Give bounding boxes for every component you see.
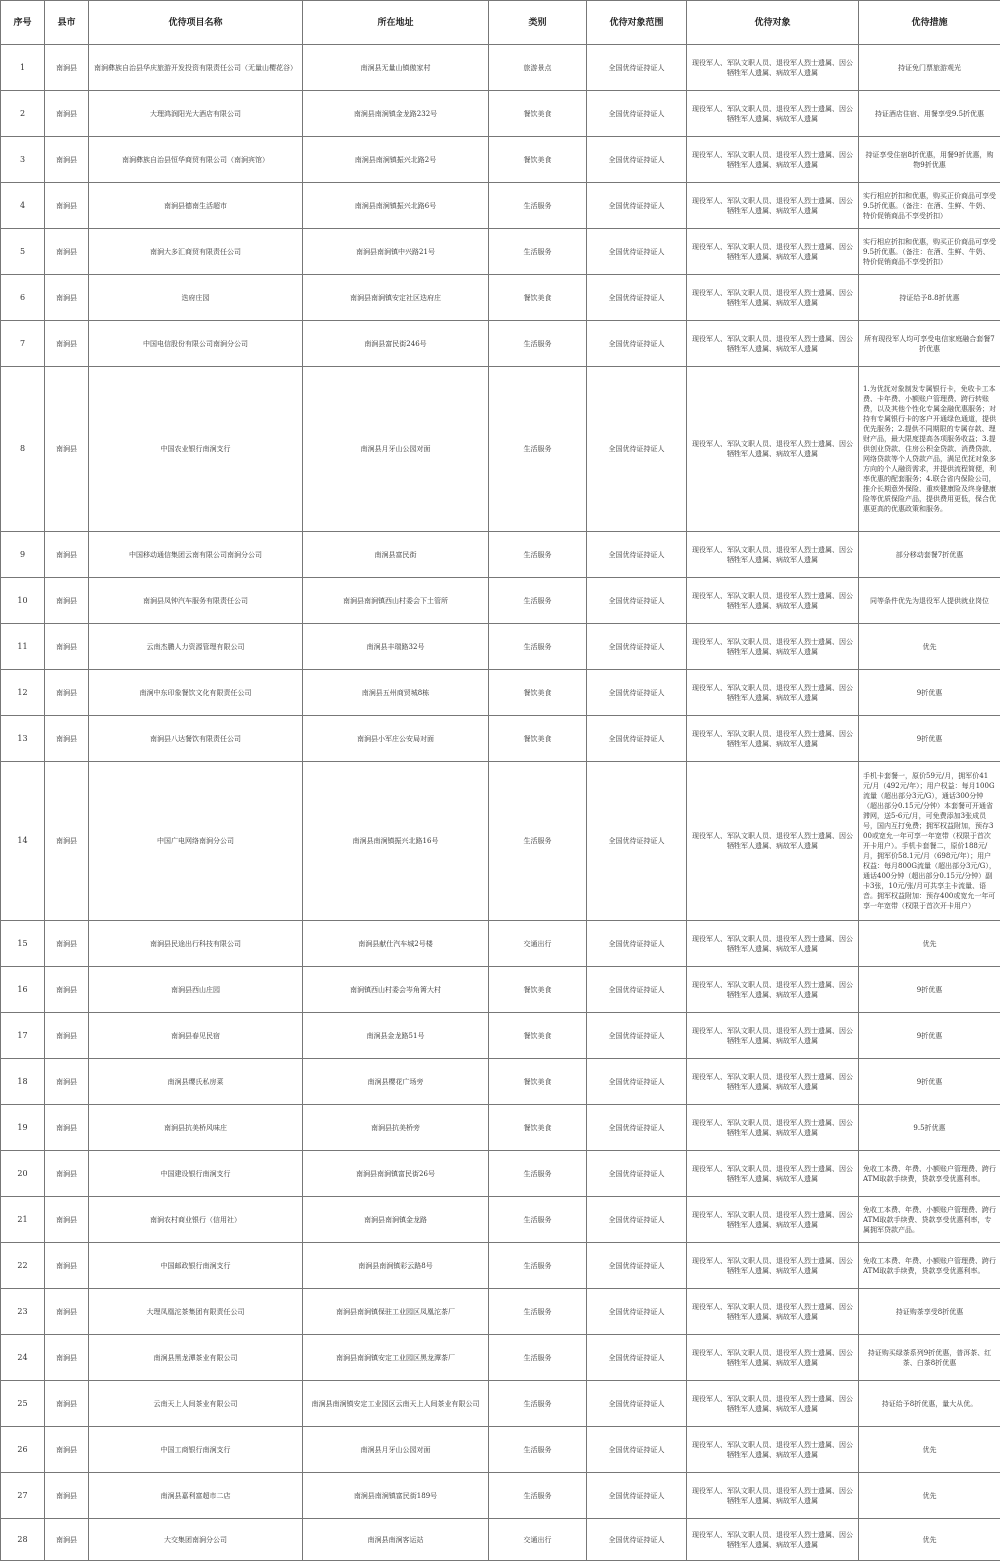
table-row [1, 183, 1000, 229]
row-measures: 9折优惠 [859, 716, 1000, 762]
row-targets: 现役军人、军队文职人员、退役军人烈士遗属、因公牺牲军人遗属、病故军人遗属 [687, 532, 859, 578]
row-address: 南涧县抗美桥旁 [303, 1105, 489, 1151]
row-measures: 优先 [859, 624, 1000, 670]
row-scope: 全国优待证持证人 [587, 532, 687, 578]
row-county: 南涧县 [45, 624, 89, 670]
table-row [1, 1013, 1000, 1059]
row-category: 餐饮美食 [489, 91, 587, 137]
row-measures: 优先 [859, 1427, 1000, 1473]
header-row [1, 1, 1000, 45]
row-scope: 全国优待证持证人 [587, 1381, 687, 1427]
row-county: 南涧县 [45, 1243, 89, 1289]
row-measures: 优先 [859, 921, 1000, 967]
row-number: 28 [1, 1519, 45, 1561]
row-category: 餐饮美食 [489, 137, 587, 183]
table-row [1, 921, 1000, 967]
row-address: 南涧县南涧镇彩云路8号 [303, 1243, 489, 1289]
row-county: 南涧县 [45, 1105, 89, 1151]
row-scope: 全国优待证持证人 [587, 762, 687, 921]
row-measures: 部分移动套餐7折优惠 [859, 532, 1000, 578]
row-category: 生活服务 [489, 183, 587, 229]
row-category: 生活服务 [489, 762, 587, 921]
row-county: 南涧县 [45, 716, 89, 762]
row-address: 南涧县南涧镇振兴北路2号 [303, 137, 489, 183]
row-name: 中国建设银行南涧支行 [89, 1151, 303, 1197]
row-scope: 全国优待证持证人 [587, 1519, 687, 1561]
row-targets: 现役军人、军队文职人员、退役军人烈士遗属、因公牺牲军人遗属、病故军人遗属 [687, 762, 859, 921]
table-row [1, 1519, 1000, 1561]
row-targets: 现役军人、军队文职人员、退役军人烈士遗属、因公牺牲军人遗属、病故军人遗属 [687, 578, 859, 624]
row-number: 1 [1, 45, 45, 91]
row-county: 南涧县 [45, 1013, 89, 1059]
row-address: 南涧县南涧镇保驻工业园区凤凰沱茶厂 [303, 1289, 489, 1335]
row-address: 南涧县无量山镇傲家村 [303, 45, 489, 91]
table-row [1, 367, 1000, 532]
row-measures: 实行相应折扣和优惠，购买正价商品可享受9.5折优惠。（备注：在酒、生鲜、牛奶、特价促销商品不享受折扣） [859, 183, 1000, 229]
table-row [1, 229, 1000, 275]
row-targets: 现役军人、军队文职人员、退役军人烈士遗属、因公牺牲军人遗属、病故军人遗属 [687, 1289, 859, 1335]
row-county: 南涧县 [45, 1427, 89, 1473]
row-county: 南涧县 [45, 1197, 89, 1243]
row-name: 南涧县民途出行科技有限公司 [89, 921, 303, 967]
row-measures: 9折优惠 [859, 1013, 1000, 1059]
header-scope: 优待对象范围 [587, 1, 687, 45]
row-scope: 全国优待证持证人 [587, 1243, 687, 1289]
row-name: 大理凤凰沱茶集团有限责任公司 [89, 1289, 303, 1335]
row-measures: 持证酒店住宿、用餐享受9.5折优惠 [859, 91, 1000, 137]
row-county: 南涧县 [45, 45, 89, 91]
row-name: 中国电信股份有限公司南涧分公司 [89, 321, 303, 367]
row-county: 南涧县 [45, 967, 89, 1013]
row-number: 26 [1, 1427, 45, 1473]
row-scope: 全国优待证持证人 [587, 921, 687, 967]
row-name: 云南杰鹏人力资源管理有限公司 [89, 624, 303, 670]
row-category: 餐饮美食 [489, 275, 587, 321]
table-header [1, 1, 1000, 45]
row-address: 南涧县南涧镇振兴北路16号 [303, 762, 489, 921]
row-scope: 全国优待证持证人 [587, 1473, 687, 1519]
row-number: 8 [1, 367, 45, 532]
row-category: 生活服务 [489, 532, 587, 578]
row-measures: 持证免门票旅游观光 [859, 45, 1000, 91]
row-county: 南涧县 [45, 578, 89, 624]
row-scope: 全国优待证持证人 [587, 670, 687, 716]
row-address: 南涧县南涧镇富民街26号 [303, 1151, 489, 1197]
table-body [1, 45, 1000, 1561]
row-name: 南涧农村商业银行（信用社） [89, 1197, 303, 1243]
table-row [1, 1473, 1000, 1519]
row-scope: 全国优待证持证人 [587, 1197, 687, 1243]
row-measures: 同等条件优先为退役军人提供就业岗位 [859, 578, 1000, 624]
header-measures: 优待措施 [859, 1, 1000, 45]
row-scope: 全国优待证持证人 [587, 1289, 687, 1335]
row-county: 南涧县 [45, 275, 89, 321]
row-name: 南涧县八达餐饮有限责任公司 [89, 716, 303, 762]
row-name: 中国广电网络南涧分公司 [89, 762, 303, 921]
table-row [1, 275, 1000, 321]
row-county: 南涧县 [45, 183, 89, 229]
row-category: 餐饮美食 [489, 670, 587, 716]
row-category: 生活服务 [489, 1473, 587, 1519]
row-category: 交通出行 [489, 1519, 587, 1561]
row-measures: 持证购买绿茶系列9折优惠，普洱茶、红茶、白茶8折优惠 [859, 1335, 1000, 1381]
row-name: 南涧县抗美桥风味庄 [89, 1105, 303, 1151]
table-row [1, 1289, 1000, 1335]
row-measures: 持证给予8.8折优惠 [859, 275, 1000, 321]
row-address: 南涧县五州商贸城8栋 [303, 670, 489, 716]
row-name: 南涧县西山庄园 [89, 967, 303, 1013]
row-number: 19 [1, 1105, 45, 1151]
header-county: 县市 [45, 1, 89, 45]
row-number: 3 [1, 137, 45, 183]
row-category: 生活服务 [489, 367, 587, 532]
row-category: 生活服务 [489, 229, 587, 275]
row-targets: 现役军人、军队文职人员、退役军人烈士遗属、因公牺牲军人遗属、病故军人遗属 [687, 321, 859, 367]
row-scope: 全国优待证持证人 [587, 967, 687, 1013]
row-county: 南涧县 [45, 762, 89, 921]
row-name: 南涧彝族自治县华庆旅游开发投资有限责任公司（无量山樱花谷） [89, 45, 303, 91]
row-address: 南涧县南涧镇金龙路 [303, 1197, 489, 1243]
row-number: 10 [1, 578, 45, 624]
row-county: 南涧县 [45, 137, 89, 183]
row-number: 11 [1, 624, 45, 670]
row-address: 南涧县南涧客运站 [303, 1519, 489, 1561]
row-category: 生活服务 [489, 578, 587, 624]
row-scope: 全国优待证持证人 [587, 91, 687, 137]
row-number: 6 [1, 275, 45, 321]
row-targets: 现役军人、军队文职人员、退役军人烈士遗属、因公牺牲军人遗属、病故军人遗属 [687, 921, 859, 967]
row-number: 16 [1, 967, 45, 1013]
row-scope: 全国优待证持证人 [587, 275, 687, 321]
row-targets: 现役军人、军队文职人员、退役军人烈士遗属、因公牺牲军人遗属、病故军人遗属 [687, 229, 859, 275]
row-county: 南涧县 [45, 91, 89, 137]
row-measures: 手机卡套餐一，原价59元/月，拥军价41元/月（492元/年）；用户权益：每月100G流量（超出部分3元/G），通话300分钟（超出部分0.15元/分钟）本套餐可开通省滞网，送5-6元/月，可免费添加3张成员号，国内互打免费；拥军权益附加，预存300或宽允一年可享一年宽带（权限于首次开卡用户）。手机卡套餐二，原价188元/月，拥军价58.1元/月（698元/年）；用户权益：每月800G流量（超出部分3元/G），通话400分钟（超出部分0.15元/分钟）副卡3张，10元/张/月可共享主卡流量、语音。拥军权益附加：预存400或宽允一年可享一年宽带（权限于首次开卡用户） [859, 762, 1000, 921]
row-name: 南涧彝族自治县恒华商贸有限公司（南涧宾馆） [89, 137, 303, 183]
row-category: 旅游景点 [489, 45, 587, 91]
header-name: 优待项目名称 [89, 1, 303, 45]
row-category: 生活服务 [489, 1243, 587, 1289]
row-name: 南涧县德南生活超市 [89, 183, 303, 229]
row-name: 中国工商银行南涧支行 [89, 1427, 303, 1473]
row-number: 21 [1, 1197, 45, 1243]
row-category: 餐饮美食 [489, 967, 587, 1013]
row-number: 23 [1, 1289, 45, 1335]
row-name: 南涧县春见民宿 [89, 1013, 303, 1059]
row-address: 南涧县南涧镇中兴路21号 [303, 229, 489, 275]
row-county: 南涧县 [45, 670, 89, 716]
row-number: 12 [1, 670, 45, 716]
table-row [1, 1197, 1000, 1243]
row-measures: 优先 [859, 1519, 1000, 1561]
row-number: 5 [1, 229, 45, 275]
table-row [1, 762, 1000, 921]
row-scope: 全国优待证持证人 [587, 1335, 687, 1381]
row-address: 南涧县南涧镇安定工业园区黑龙潭茶厂 [303, 1335, 489, 1381]
row-number: 24 [1, 1335, 45, 1381]
row-address: 南涧县南涧镇安定社区迭府庄 [303, 275, 489, 321]
row-scope: 全国优待证持证人 [587, 367, 687, 532]
row-targets: 现役军人、军队文职人员、退役军人烈士遗属、因公牺牲军人遗属、病故军人遗属 [687, 1059, 859, 1105]
row-targets: 现役军人、军队文职人员、退役军人烈士遗属、因公牺牲军人遗属、病故军人遗属 [687, 967, 859, 1013]
row-county: 南涧县 [45, 229, 89, 275]
row-measures: 实行相应折扣和优惠，购买正价商品可享受9.5折优惠。（备注：在酒、生鲜、牛奶、特价促销商品不享受折扣） [859, 229, 1000, 275]
table-row [1, 1381, 1000, 1427]
row-scope: 全国优待证持证人 [587, 624, 687, 670]
row-targets: 现役军人、军队文职人员、退役军人烈士遗属、因公牺牲军人遗属、病故军人遗属 [687, 670, 859, 716]
row-address: 南涧县南涧镇振兴北路6号 [303, 183, 489, 229]
row-county: 南涧县 [45, 1059, 89, 1105]
row-number: 20 [1, 1151, 45, 1197]
row-county: 南涧县 [45, 532, 89, 578]
row-measures: 持证享受住宿8折优惠，用餐9折优惠，购物9折优惠 [859, 137, 1000, 183]
row-category: 生活服务 [489, 1335, 587, 1381]
row-targets: 现役军人、军队文职人员、退役军人烈士遗属、因公牺牲军人遗属、病故军人遗属 [687, 1197, 859, 1243]
row-address: 南涧县南涧镇金龙路232号 [303, 91, 489, 137]
row-name: 南涧县凤钟汽车服务有限责任公司 [89, 578, 303, 624]
row-targets: 现役军人、军队文职人员、退役军人烈士遗属、因公牺牲军人遗属、病故军人遗属 [687, 1335, 859, 1381]
header-targets: 优待对象 [687, 1, 859, 45]
row-scope: 全国优待证持证人 [587, 1059, 687, 1105]
table-row [1, 321, 1000, 367]
row-measures: 免收工本费、年费、小额账户管理费、跨行ATM取款手续费，贷款享受优惠利率。 [859, 1243, 1000, 1289]
row-county: 南涧县 [45, 1335, 89, 1381]
row-category: 生活服务 [489, 321, 587, 367]
row-measures: 9折优惠 [859, 967, 1000, 1013]
row-scope: 全国优待证持证人 [587, 229, 687, 275]
row-name: 大交集团南涧分公司 [89, 1519, 303, 1561]
row-name: 中国邮政银行南涧支行 [89, 1243, 303, 1289]
row-county: 南涧县 [45, 1151, 89, 1197]
row-name: 大理鸿润阳光大酒店有限公司 [89, 91, 303, 137]
table-row [1, 1105, 1000, 1151]
row-measures: 持证购茶享受8折优惠 [859, 1289, 1000, 1335]
row-scope: 全国优待证持证人 [587, 1013, 687, 1059]
row-number: 27 [1, 1473, 45, 1519]
row-number: 2 [1, 91, 45, 137]
row-measures: 9.5折优惠 [859, 1105, 1000, 1151]
row-scope: 全国优待证持证人 [587, 137, 687, 183]
row-name: 云南天上人间茶业有限公司 [89, 1381, 303, 1427]
row-category: 生活服务 [489, 1151, 587, 1197]
row-targets: 现役军人、军队文职人员、退役军人烈士遗属、因公牺牲军人遗属、病故军人遗属 [687, 137, 859, 183]
row-name: 南涧县黑龙潭茶业有限公司 [89, 1335, 303, 1381]
row-number: 13 [1, 716, 45, 762]
row-address: 南涧县月牙山公园对面 [303, 367, 489, 532]
row-scope: 全国优待证持证人 [587, 321, 687, 367]
row-address: 南涧县小军庄公安局对面 [303, 716, 489, 762]
row-number: 18 [1, 1059, 45, 1105]
row-measures: 9折优惠 [859, 1059, 1000, 1105]
row-name: 迭府庄园 [89, 275, 303, 321]
row-address: 南涧县樱花广场旁 [303, 1059, 489, 1105]
row-name: 南涧大多汇商贸有限责任公司 [89, 229, 303, 275]
row-address: 南涧县金龙路51号 [303, 1013, 489, 1059]
row-name: 中国农业银行南涧支行 [89, 367, 303, 532]
row-category: 生活服务 [489, 1289, 587, 1335]
row-address: 南涧县南涧镇富民街189号 [303, 1473, 489, 1519]
row-county: 南涧县 [45, 321, 89, 367]
row-number: 14 [1, 762, 45, 921]
row-number: 15 [1, 921, 45, 967]
row-address: 南涧县南涧镇安定工业园区云南天上人间茶业有限公司 [303, 1381, 489, 1427]
row-targets: 现役军人、军队文职人员、退役军人烈士遗属、因公牺牲军人遗属、病故军人遗属 [687, 45, 859, 91]
row-measures: 持证给予8折优惠，量大从优。 [859, 1381, 1000, 1427]
row-measures: 1.为优抚对象制发专属银行卡，免收卡工本费、卡年费、小额账户管理费、跨行转账费，以及其他个性化专属金融优惠服务；对持有专属银行卡的客户开通绿色通道，提供优先服务；2.提供不同期限的专属存款、理财产品，最大限度提高各项服务收益；3.提供创业贷款、住房公积金贷款、消费贷款、网络贷款等个人贷款产品，满足优抚对象多方向的个人融资需求，并提供流程简便，利率优惠的配套服务；4.联合省内保险公司，推介长期意外保险、重疾健康险及终身健康险等优质保险产品，提供费用更低，保合优惠更高的优惠政策和服务。 [859, 367, 1000, 532]
table-row [1, 137, 1000, 183]
row-category: 交通出行 [489, 921, 587, 967]
row-scope: 全国优待证持证人 [587, 183, 687, 229]
row-scope: 全国优待证持证人 [587, 1427, 687, 1473]
row-category: 生活服务 [489, 1427, 587, 1473]
row-county: 南涧县 [45, 367, 89, 532]
row-measures: 优先 [859, 1473, 1000, 1519]
header-address: 所在地址 [303, 1, 489, 45]
row-scope: 全国优待证持证人 [587, 1105, 687, 1151]
row-targets: 现役军人、军队文职人员、退役军人烈士遗属、因公牺牲军人遗属、病故军人遗属 [687, 1427, 859, 1473]
row-targets: 现役军人、军队文职人员、退役军人烈士遗属、因公牺牲军人遗属、病故军人遗属 [687, 367, 859, 532]
row-number: 4 [1, 183, 45, 229]
row-county: 南涧县 [45, 1473, 89, 1519]
row-targets: 现役军人、军队文职人员、退役军人烈士遗属、因公牺牲军人遗属、病故军人遗属 [687, 1519, 859, 1561]
table-row [1, 624, 1000, 670]
table-row [1, 967, 1000, 1013]
row-address: 南涧县丰瑞路32号 [303, 624, 489, 670]
row-address: 南涧县献仕汽车城2号楼 [303, 921, 489, 967]
row-scope: 全国优待证持证人 [587, 1151, 687, 1197]
row-targets: 现役军人、军队文职人员、退役军人烈士遗属、因公牺牲军人遗属、病故军人遗属 [687, 275, 859, 321]
table-row [1, 1151, 1000, 1197]
row-address: 南涧县月牙山公园对面 [303, 1427, 489, 1473]
row-county: 南涧县 [45, 1289, 89, 1335]
header-no: 序号 [1, 1, 45, 45]
row-measures: 免收工本费、年费、小额账户管理费、跨行ATM取款手续费、贷款享受优惠利率，专属拥军贷款产品。 [859, 1197, 1000, 1243]
row-measures: 免收工本费、年费、小额账户管理费、跨行ATM取款手续费，贷款享受优惠利率。 [859, 1151, 1000, 1197]
table-row [1, 670, 1000, 716]
table-row [1, 716, 1000, 762]
row-scope: 全国优待证持证人 [587, 45, 687, 91]
row-targets: 现役军人、军队文职人员、退役军人烈士遗属、因公牺牲军人遗属、病故军人遗属 [687, 1105, 859, 1151]
row-measures: 所有现役军人均可享受电信家庭融合套餐7折优惠 [859, 321, 1000, 367]
row-targets: 现役军人、军队文职人员、退役军人烈士遗属、因公牺牲军人遗属、病故军人遗属 [687, 1381, 859, 1427]
row-name: 南涧县缨氏私房菜 [89, 1059, 303, 1105]
row-number: 22 [1, 1243, 45, 1289]
row-number: 25 [1, 1381, 45, 1427]
row-category: 生活服务 [489, 624, 587, 670]
row-number: 17 [1, 1013, 45, 1059]
row-name: 南涧中东印象餐饮文化有限责任公司 [89, 670, 303, 716]
row-name: 中国移动通信集团云南有限公司南涧分公司 [89, 532, 303, 578]
table-row [1, 578, 1000, 624]
header-category: 类别 [489, 1, 587, 45]
row-address: 南涧镇西山村委会岑角箐大村 [303, 967, 489, 1013]
row-scope: 全国优待证持证人 [587, 716, 687, 762]
row-targets: 现役军人、军队文职人员、退役军人烈士遗属、因公牺牲军人遗属、病故军人遗属 [687, 1013, 859, 1059]
table-row [1, 532, 1000, 578]
row-county: 南涧县 [45, 1519, 89, 1561]
row-county: 南涧县 [45, 1381, 89, 1427]
row-targets: 现役军人、军队文职人员、退役军人烈士遗属、因公牺牲军人遗属、病故军人遗属 [687, 624, 859, 670]
row-targets: 现役军人、军队文职人员、退役军人烈士遗属、因公牺牲军人遗属、病故军人遗属 [687, 1473, 859, 1519]
row-targets: 现役军人、军队文职人员、退役军人烈士遗属、因公牺牲军人遗属、病故军人遗属 [687, 1151, 859, 1197]
table-row [1, 1059, 1000, 1105]
row-measures: 9折优惠 [859, 670, 1000, 716]
row-address: 南涧县富民街246号 [303, 321, 489, 367]
row-targets: 现役军人、军队文职人员、退役军人烈士遗属、因公牺牲军人遗属、病故军人遗属 [687, 91, 859, 137]
row-category: 生活服务 [489, 1381, 587, 1427]
row-targets: 现役军人、军队文职人员、退役军人烈士遗属、因公牺牲军人遗属、病故军人遗属 [687, 716, 859, 762]
row-category: 餐饮美食 [489, 1059, 587, 1105]
row-category: 餐饮美食 [489, 1013, 587, 1059]
row-targets: 现役军人、军队文职人员、退役军人烈士遗属、因公牺牲军人遗属、病故军人遗属 [687, 183, 859, 229]
table-row [1, 1427, 1000, 1473]
row-category: 餐饮美食 [489, 716, 587, 762]
row-category: 生活服务 [489, 1197, 587, 1243]
row-category: 餐饮美食 [489, 1105, 587, 1151]
table-row [1, 1335, 1000, 1381]
row-name: 南涧县嘉利富超市二店 [89, 1473, 303, 1519]
row-targets: 现役军人、军队文职人员、退役军人烈士遗属、因公牺牲军人遗属、病故军人遗属 [687, 1243, 859, 1289]
table-row [1, 91, 1000, 137]
table-row [1, 1243, 1000, 1289]
row-number: 9 [1, 532, 45, 578]
row-address: 南涧县南涧镇西山村委会下土管所 [303, 578, 489, 624]
table-row [1, 45, 1000, 91]
row-county: 南涧县 [45, 921, 89, 967]
row-scope: 全国优待证持证人 [587, 578, 687, 624]
row-address: 南涧县富民街 [303, 532, 489, 578]
row-number: 7 [1, 321, 45, 367]
